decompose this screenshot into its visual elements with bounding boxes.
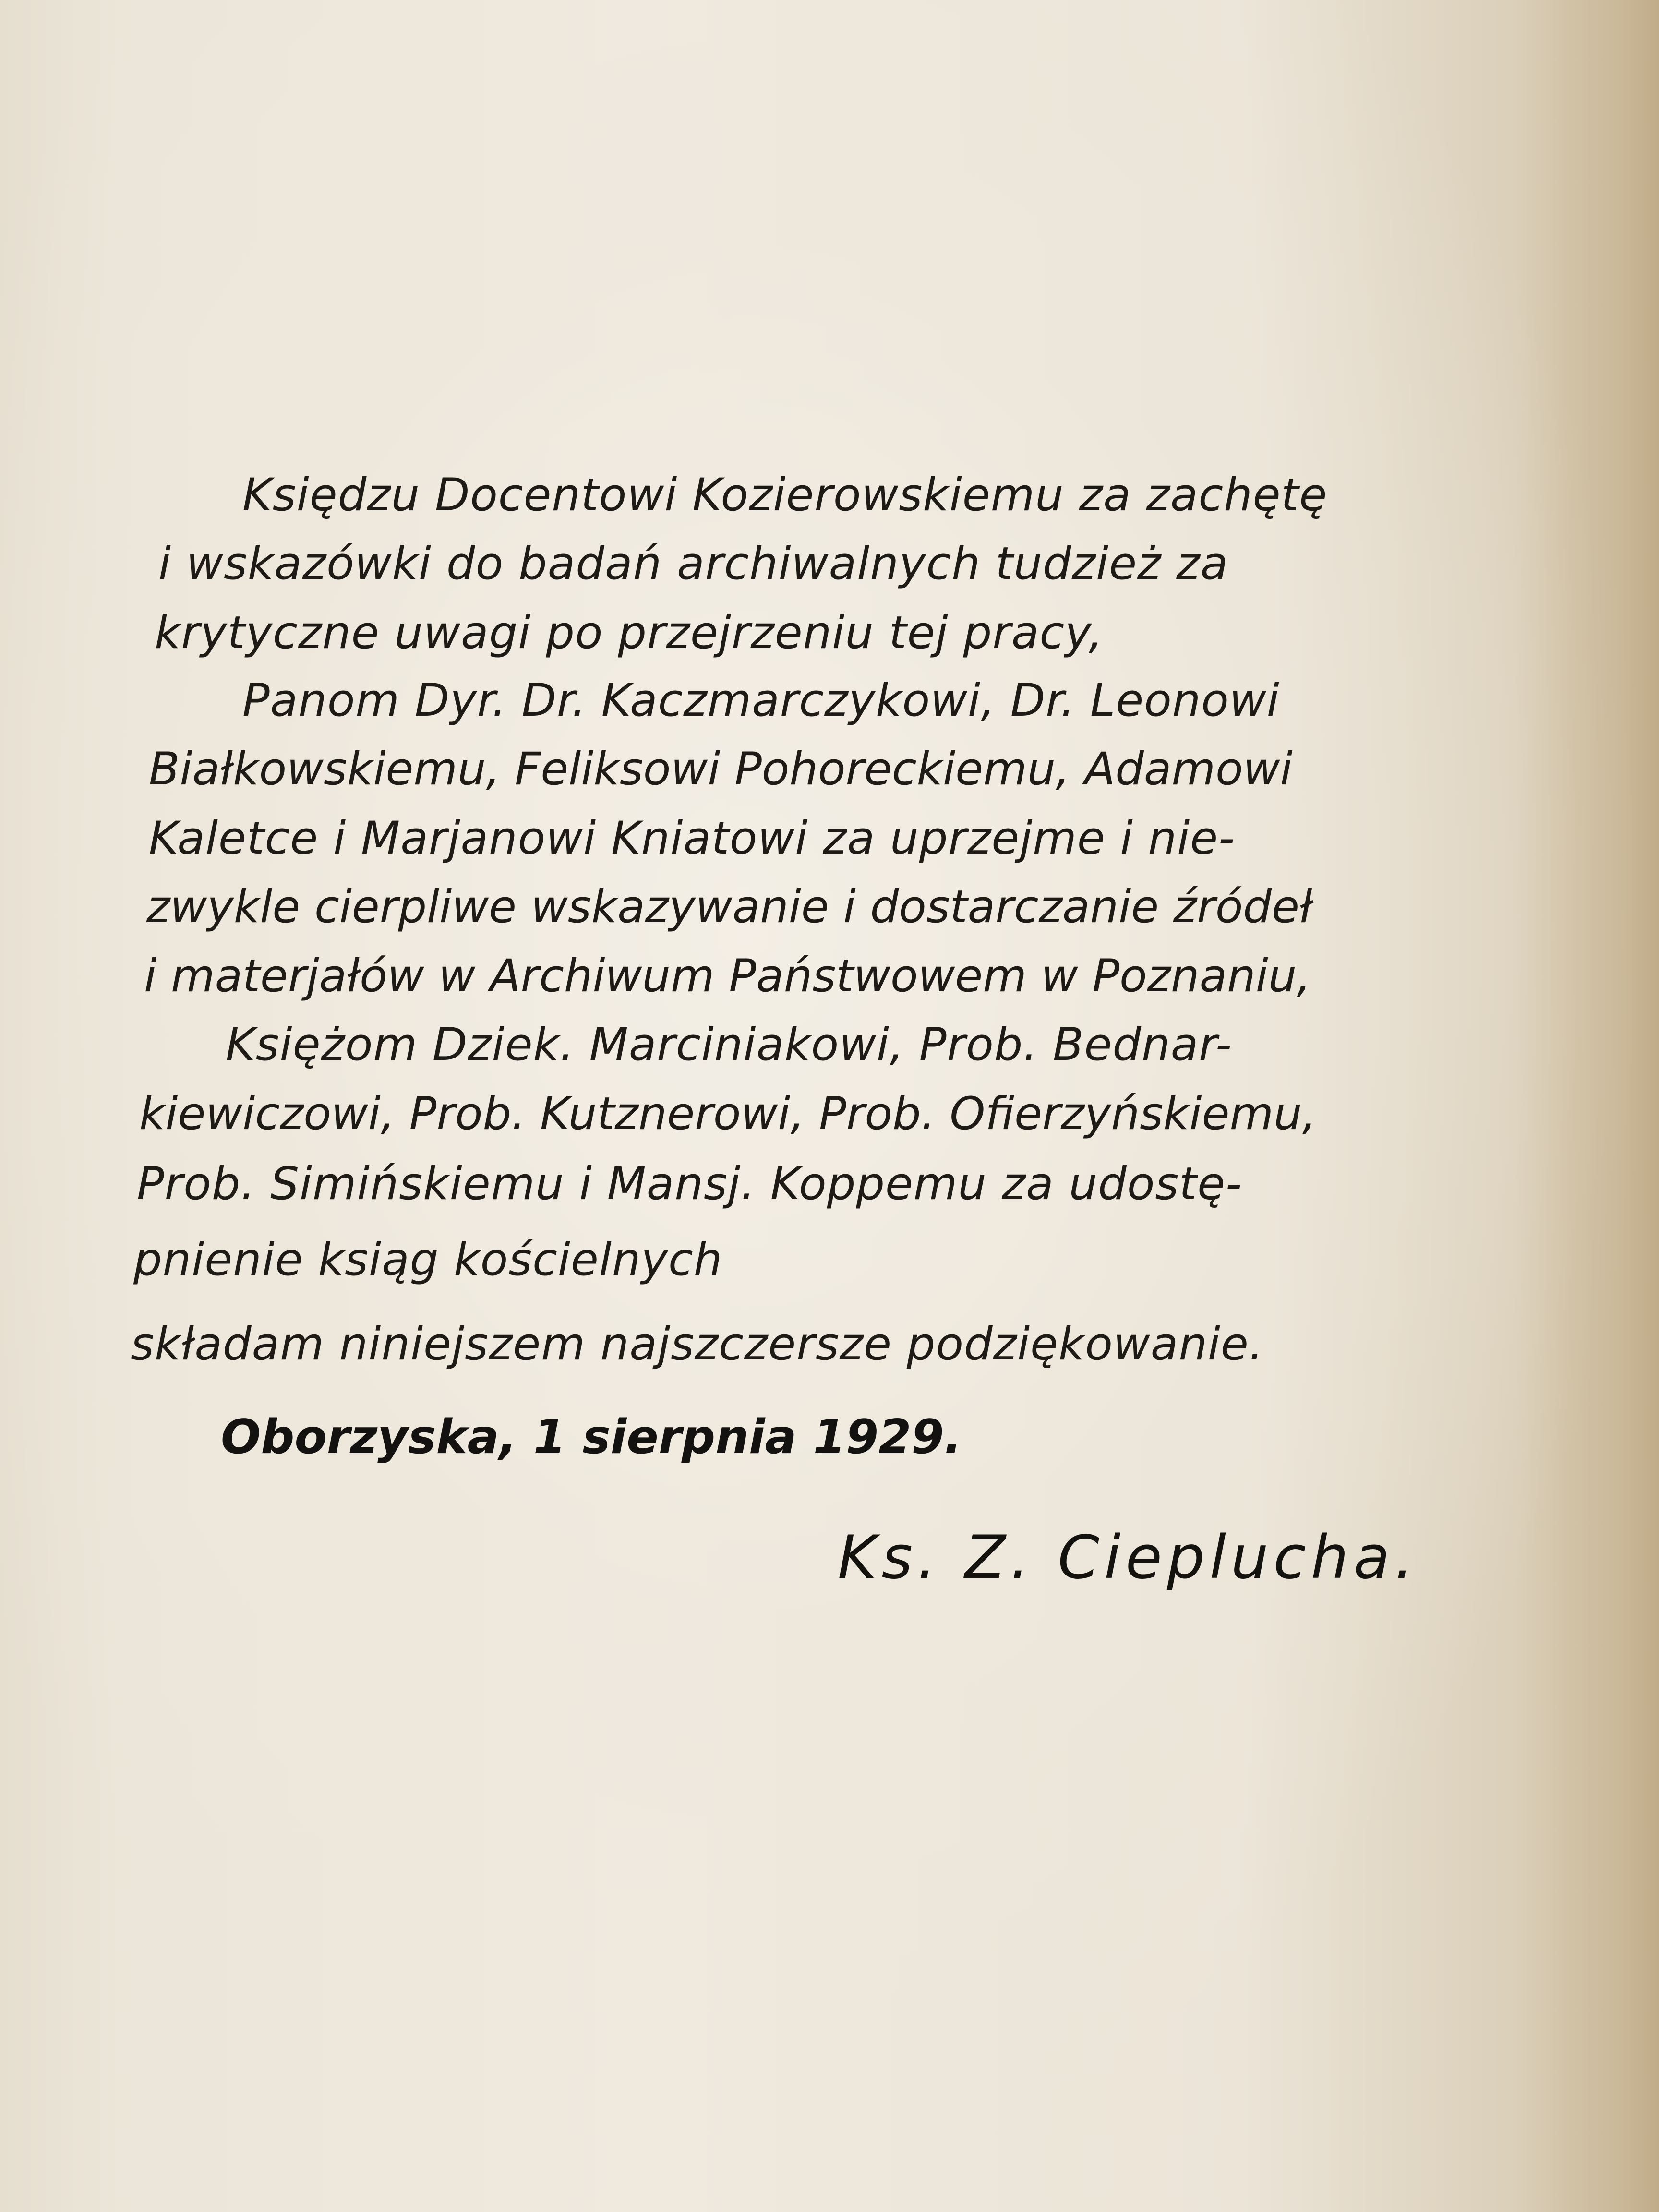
page-edge-shadow [1515, 0, 1659, 2212]
text-line-6: Kaletce i Marjanowi Kniatowi za uprzejme i nie- [149, 812, 1236, 865]
author-signature: Ks. Z. Cieplucha. [838, 1523, 1419, 1592]
text-line-9: Księżom Dziek. Marciniakowi, Prob. Bednar- [226, 1019, 1232, 1071]
text-line-7: zwykle cierpliwe wskazywanie i dostarczanie źródeł [146, 881, 1312, 933]
text-line-4: Panom Dyr. Dr. Kaczmarczykowi, Dr. Leonowi [242, 674, 1280, 727]
text-line-5: Białkowskiemu, Feliksowi Pohoreckiemu, Adamowi [149, 743, 1293, 795]
text-line-3: krytyczne uwagi po przejrzeniu tej pracy, [155, 607, 1104, 659]
place-and-date: Oborzyska, 1 sierpnia 1929. [221, 1410, 962, 1465]
text-line-2: i wskazówki do badań archiwalnych tudzież za [158, 538, 1229, 590]
text-line-10: kiewiczowi, Prob. Kutznerowi, Prob. Ofierzyńskiemu, [139, 1088, 1317, 1140]
text-line-12: pnienie ksiąg kościelnych [133, 1234, 723, 1286]
text-line-8: i materjałów w Archiwum Państwowem w Poznaniu, [144, 950, 1311, 1002]
text-line-1: Księdzu Docentowi Kozierowskiemu za zachętę [242, 469, 1328, 521]
text-line-11: Prob. Simińskiemu i Mansj. Koppemu za udostę- [137, 1158, 1242, 1210]
text-line-13: składam niniejszem najszczersze podziękowanie. [131, 1318, 1264, 1370]
